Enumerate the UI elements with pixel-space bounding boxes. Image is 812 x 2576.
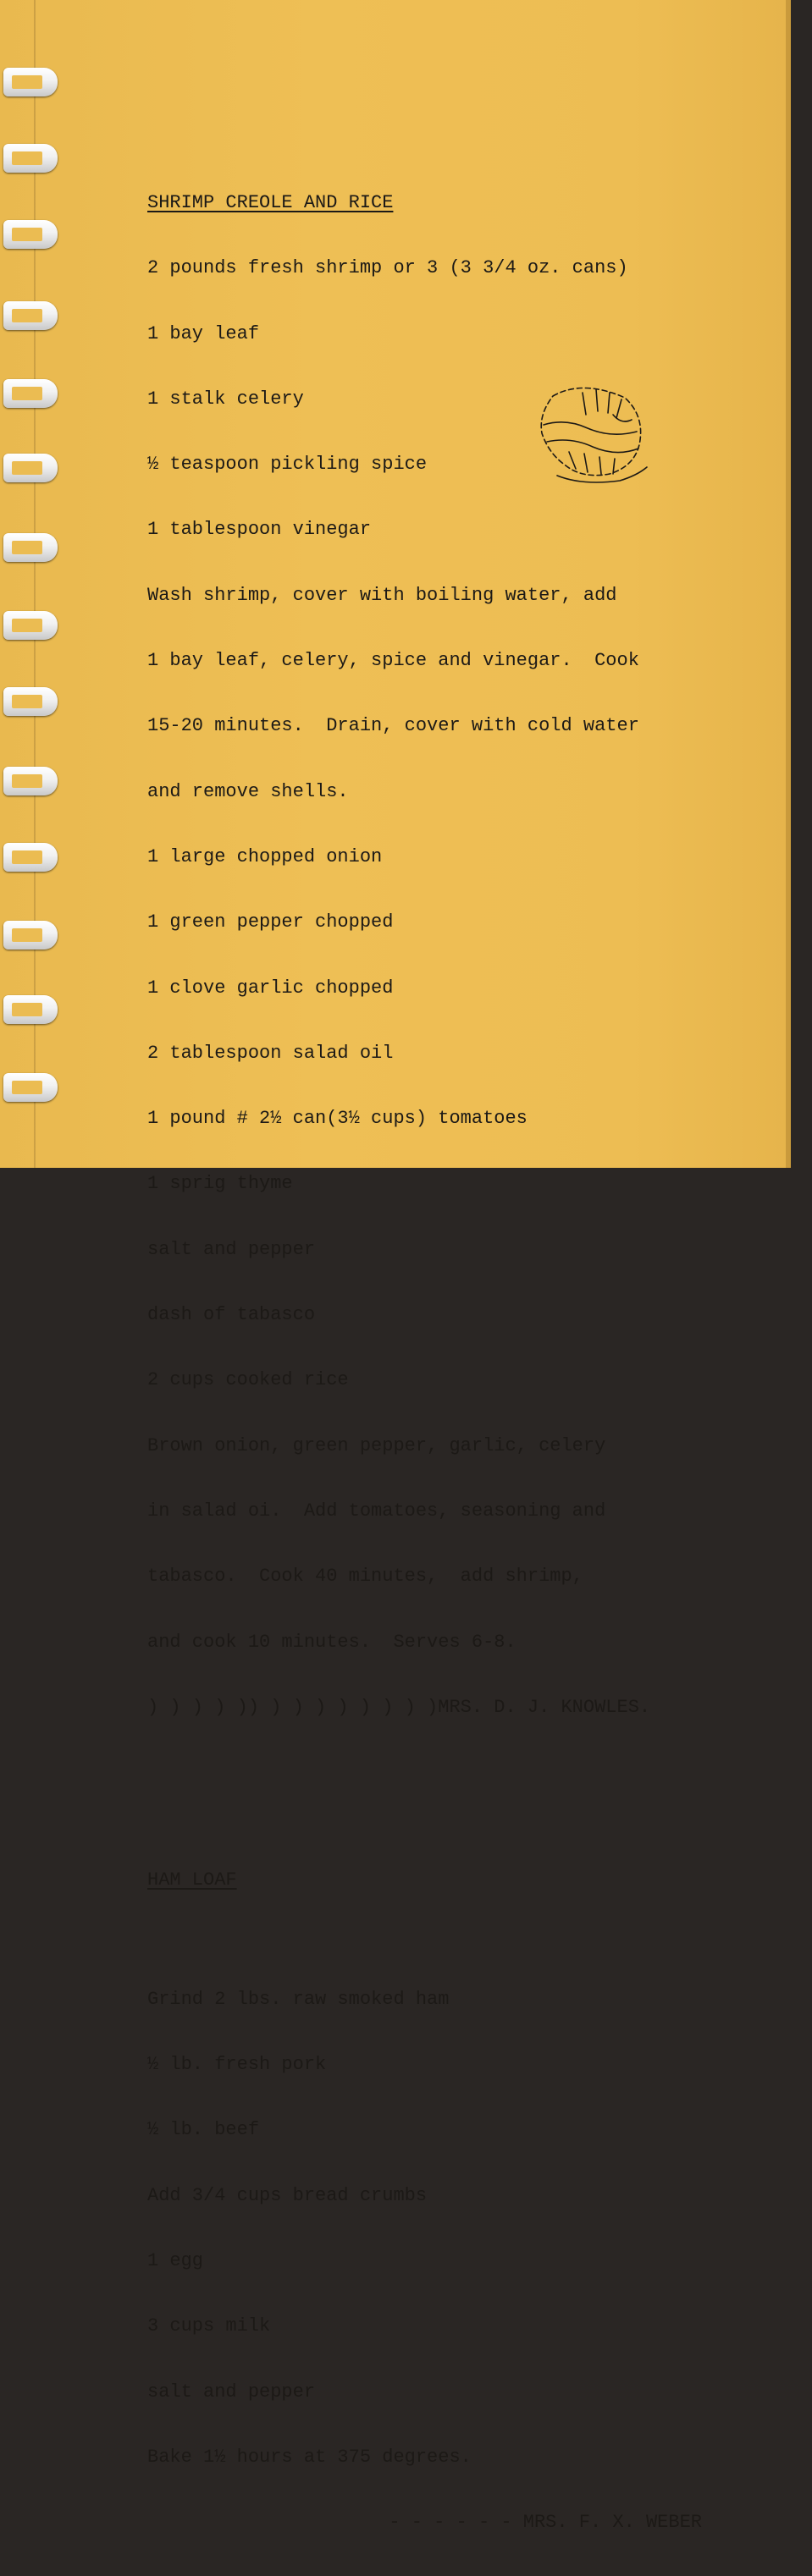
recipe-line: 1 sprig thyme [147, 1173, 293, 1195]
recipe-line: 1 clove garlic chopped [147, 977, 394, 999]
recipe-line: 1 green pepper chopped [147, 911, 394, 933]
binding-ring [3, 762, 63, 801]
recipe-line: 15-20 minutes. Drain, cover with cold water [147, 715, 639, 737]
recipe-line: ½ lb. fresh pork [147, 2054, 327, 2076]
recipe-line: in salad oi. Add tomatoes, seasoning and [147, 1500, 606, 1522]
binding-ring [3, 449, 63, 487]
binding-ring [3, 215, 63, 254]
recipe-line: 2 pounds fresh shrimp or 3 (3 3/4 oz. cans) [147, 257, 628, 279]
binding-ring [3, 838, 63, 877]
binding-ring [3, 63, 63, 102]
binding-ring [3, 916, 63, 955]
recipe-line: 1 tablespoon vinegar [147, 519, 372, 541]
recipe-line: 1 bay leaf [147, 322, 260, 344]
recipe-text [147, 149, 702, 2576]
recipe-line: Wash shrimp, cover with boiling water, add [147, 584, 617, 606]
binding-ring [3, 296, 63, 335]
recipe-signature: - - - - - - MRS. F. X. WEBER [389, 2512, 702, 2534]
binding-ring [3, 374, 63, 413]
binding-ring [3, 139, 63, 178]
recipe-line: tabasco. Cook 40 minutes, add shrimp, [147, 1566, 583, 1588]
recipe-line: and remove shells. [147, 780, 349, 802]
binding-ring [3, 1068, 63, 1107]
recipe-line: Grind 2 lbs. raw smoked ham [147, 1988, 450, 2010]
recipe-line: 2 cups cooked rice [147, 1369, 349, 1391]
recipe-line: Bake 1½ hours at 375 degrees. [147, 2446, 472, 2468]
recipe-line: ½ lb. beef [147, 2119, 260, 2141]
recipe-line: 1 pound # 2½ can(3½ cups) tomatoes [147, 1108, 528, 1130]
binding-ring [3, 606, 63, 645]
recipe-line: Brown onion, green pepper, garlic, celery [147, 1434, 606, 1456]
binding-ring [3, 990, 63, 1029]
recipe-line: 1 stalk celery [147, 388, 304, 410]
recipe-line: 1 egg [147, 2249, 204, 2271]
recipe-line: dash of tabasco [147, 1304, 316, 1326]
recipe-line: 2 tablespoon salad oil [147, 1042, 394, 1064]
recipe-line: Add 3/4 cups bread crumbs [147, 2184, 428, 2206]
recipe-title: SHRIMP CREOLE AND RICE [147, 192, 394, 213]
recipe-line: 3 cups milk [147, 2315, 271, 2337]
recipe-signature: ) ) ) ) )) ) ) ) ) ) ) ) )MRS. D. J. KNOWLES. [147, 1696, 651, 1718]
recipe-line: salt and pepper [147, 2381, 316, 2403]
recipe-line: and cook 10 minutes. Serves 6-8. [147, 1631, 516, 1653]
recipe-title: HAM LOAF [147, 1869, 237, 1891]
page-edge [786, 0, 791, 1168]
binding-ring [3, 528, 63, 567]
recipe-line: ½ teaspoon pickling spice [147, 454, 428, 476]
recipe-line: 1 bay leaf, celery, spice and vinegar. Cook [147, 650, 639, 672]
recipe-line: 1 large chopped onion [147, 845, 383, 867]
recipe-line: salt and pepper [147, 1238, 316, 1260]
binding-ring [3, 682, 63, 721]
